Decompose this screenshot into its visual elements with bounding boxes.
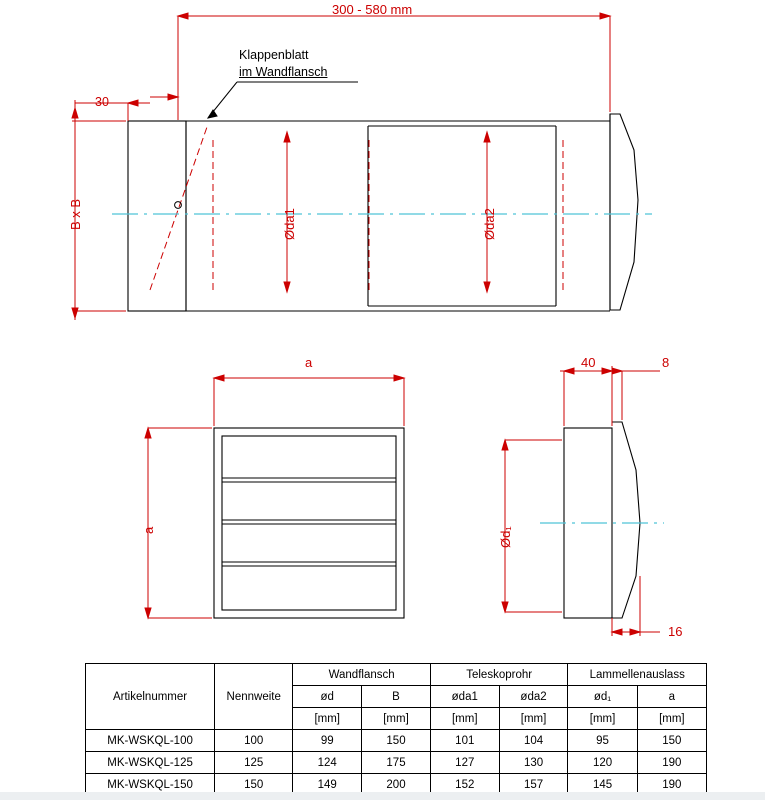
cell-d: 124 xyxy=(293,752,362,774)
unit-da2: [mm] xyxy=(499,708,568,730)
header-lamellenauslass: Lammellenauslass xyxy=(568,664,707,686)
cell-nennweite: 150 xyxy=(215,774,293,796)
cell-d: 149 xyxy=(293,774,362,796)
cell-d: 99 xyxy=(293,730,362,752)
cell-a: 150 xyxy=(637,730,706,752)
header-da1: øda1 xyxy=(430,686,499,708)
dimension-label-a-left: a xyxy=(141,526,156,534)
cell-article: MK-WSKQL-150 xyxy=(86,774,215,796)
header-article: Artikelnummer xyxy=(86,664,215,730)
cell-a: 190 xyxy=(637,774,706,796)
cell-a: 190 xyxy=(637,752,706,774)
cell-da2: 130 xyxy=(499,752,568,774)
dimension-label-40: 40 xyxy=(581,355,596,370)
callout-line2: im Wandflansch xyxy=(239,65,328,79)
dimension-label-d1: Ød₁ xyxy=(498,526,513,548)
cell-d1: 145 xyxy=(568,774,637,796)
dimension-label-total-length: 300 - 580 mm xyxy=(332,2,413,17)
unit-da1: [mm] xyxy=(430,708,499,730)
cell-da1: 152 xyxy=(430,774,499,796)
cell-d1: 95 xyxy=(568,730,637,752)
cell-nennweite: 125 xyxy=(215,752,293,774)
table-header-row-1 xyxy=(86,664,707,686)
cell-B: 150 xyxy=(362,730,431,752)
cell-da1: 127 xyxy=(430,752,499,774)
unit-d1: [mm] xyxy=(568,708,637,730)
header-B: B xyxy=(362,686,431,708)
callout-line1: Klappenblatt xyxy=(239,48,309,62)
dimension-label-a-top: a xyxy=(305,355,313,370)
dimension-label-30: 30 xyxy=(95,95,109,109)
cell-da1: 101 xyxy=(430,730,499,752)
cell-nennweite: 100 xyxy=(215,730,293,752)
cell-da2: 104 xyxy=(499,730,568,752)
unit-a: [mm] xyxy=(637,708,706,730)
header-nennweite: Nennweite xyxy=(215,664,293,730)
cell-article: MK-WSKQL-100 xyxy=(86,730,215,752)
specification-table xyxy=(85,663,707,796)
header-wandflansch: Wandflansch xyxy=(293,664,431,686)
cell-d1: 120 xyxy=(568,752,637,774)
table-row xyxy=(86,752,707,774)
dimension-label-da2: Øda2 xyxy=(482,208,497,240)
dimension-label-bxb: B x B xyxy=(68,198,83,230)
cell-article: MK-WSKQL-125 xyxy=(86,752,215,774)
dimension-label-da1: Øda1 xyxy=(282,208,297,240)
header-teleskoprohr: Teleskoprohr xyxy=(430,664,568,686)
cell-da2: 157 xyxy=(499,774,568,796)
unit-d: [mm] xyxy=(293,708,362,730)
table-row xyxy=(86,730,707,752)
header-a: a xyxy=(637,686,706,708)
header-d1: ød₁ xyxy=(568,686,637,708)
cell-B: 175 xyxy=(362,752,431,774)
dimension-label-16: 16 xyxy=(668,624,683,639)
header-d: ød xyxy=(293,686,362,708)
cell-B: 200 xyxy=(362,774,431,796)
dimension-label-8: 8 xyxy=(662,355,670,370)
bottom-bar xyxy=(0,792,765,800)
unit-B: [mm] xyxy=(362,708,431,730)
header-da2: øda2 xyxy=(499,686,568,708)
